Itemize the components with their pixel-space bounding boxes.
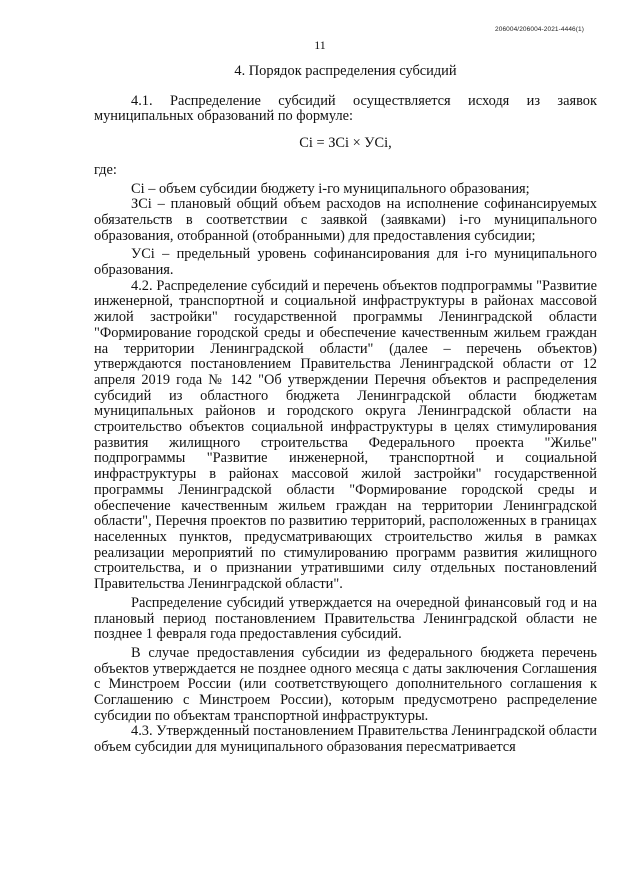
section-title: 4. Порядок распределения субсидий <box>234 63 457 79</box>
definition-usi: УСi – предельный уровень софинансирования для i-го муниципального образования. <box>94 246 597 279</box>
paragraph-4-2: 4.2. Распределение субсидий и перечень объектов подпрограммы "Развитие инженерной, транспортной и социальной инфраструктуры в районах массовой жилой застройки" государственной программы Ленинградской области "Формирование городской среды и обеспечение качественным жильем граждан на территории Ленинградской области" (далее – перечень объектов) утверждаются постановлением Правительства Ленинградской области от 12 апреля 2019 года № 142 "Об утверждении Перечня объектов и распределения субсидий из областного бюджета Ленинградской области бюджетам муниципальных районов и городского округа Ленинградской области на строительство объектов социальной инфраструктуры в целях стимулирования развития жилищного строительства Федерального проекта "Жилье" подпрограммы "Развитие инженерной, транспортной и социальной инфраструктуры в районах массовой жилой застройки" государственной программы Ленинградской области "Формирование городской среды и обеспечение качественным жильем граждан на территории Ленинградской области", Перечня проектов по развитию территорий, расположенных в границах населенных пунктов, предусматривающих строительство жилья в рамках реализации мероприятий по стимулированию программ развития жилищного строительства, и о признании утратившими силу отдельных постановлений Правительства Ленинградской области". <box>94 277 597 593</box>
page-number: 11 <box>314 38 326 52</box>
paragraph-federal-budget: В случае предоставления субсидии из федерального бюджета перечень объектов утверждается не позднее одного месяца с даты заключения Соглашения с Минстроем России (или соответствующего дополнительного соглашения к Соглашению с Минстроем России), которым предусмотрено распределение субсидии по объектам транспортной инфраструктуры. <box>94 644 597 724</box>
document-number: 206004/206004-2021-4446(1) <box>495 26 584 33</box>
subsidy-formula: Сi = ЗСi × УСi, <box>299 135 392 152</box>
definition-zsi: ЗСi – плановый общий объем расходов на исполнение софинансируемых обязательств в соответствии с заявкой (заявками) i-го муниципального образования, отобранной (отобранными) для предоставления субсидии; <box>94 196 597 244</box>
paragraph-distribution: Распределение субсидий утверждается на очередной финансовый год и на плановый период постановлением Правительства Ленинградской области не позднее 1 февраля года предоставления субсидий. <box>94 594 597 643</box>
where-label: где: <box>94 161 117 178</box>
paragraph-4-1: 4.1. Распределение субсидий осуществляется исходя из заявок муниципальных образований по формуле: <box>94 92 597 125</box>
page-content <box>94 64 597 756</box>
paragraph-4-3: 4.3. Утвержденный постановлением Правительства Ленинградской области объем субсидии для муниципального образования пересматривается <box>94 723 597 756</box>
definition-ci: Сi – объем субсидии бюджету i-го муниципального образования; <box>131 180 530 197</box>
